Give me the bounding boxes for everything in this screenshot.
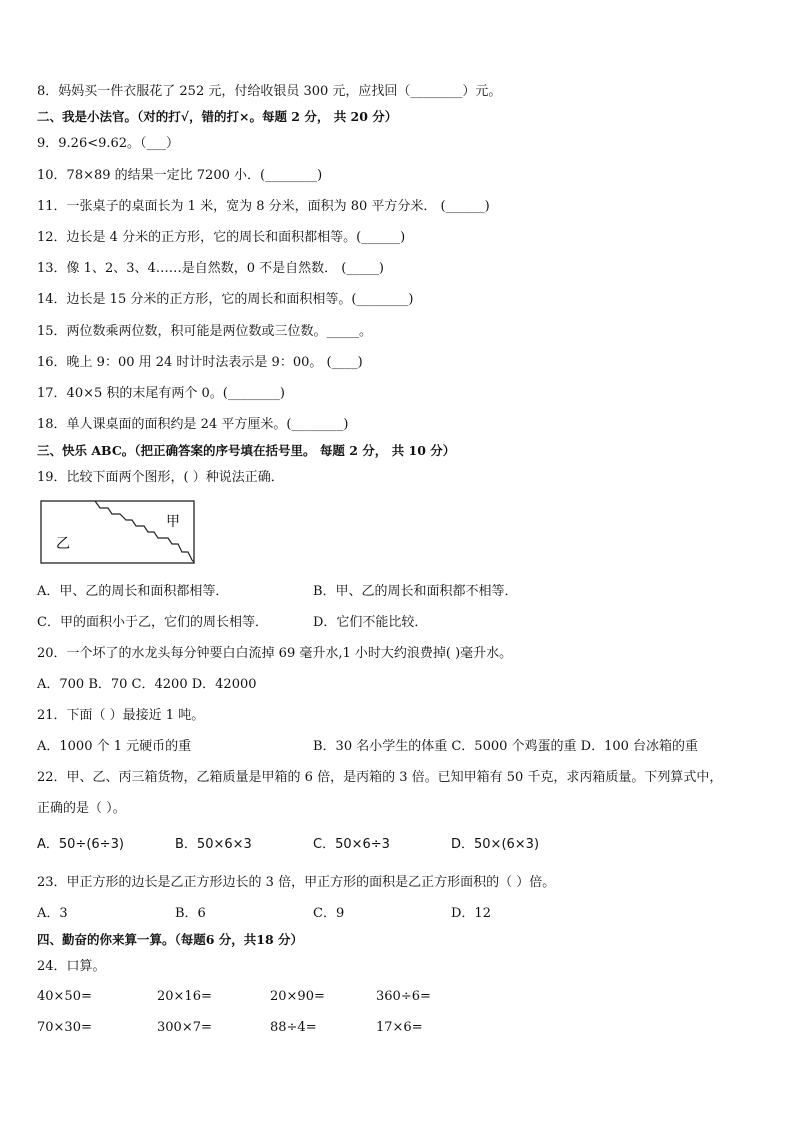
question-22-line-1: 22．甲、乙、丙三箱货物，乙箱质量是甲箱的 6 倍，是丙箱的 3 倍。已知甲箱有 50 千克，求丙箱质量。下列算式中， <box>37 770 723 785</box>
question-14: 14．边长是 15 分米的正方形，它的周长和面积相等。(________) <box>37 292 414 307</box>
label-jia: 甲 <box>166 514 180 530</box>
figure-divider-line <box>95 501 194 562</box>
q19-option-c: C．甲的面积小于乙，它们的周长相等． <box>37 615 268 630</box>
q21-option-bcd: B．30 名小学生的体重 C．5000 个鸡蛋的重 D．100 台冰箱的重 <box>313 739 699 754</box>
calc-r2-c1: 70×30= <box>37 1020 92 1035</box>
calc-r1-c3: 20×90= <box>270 989 325 1004</box>
question-18: 18．单人课桌面的面积约是 24 平方厘米。(________) <box>37 417 349 432</box>
question-12: 12．边长是 4 分米的正方形，它的周长和面积都相等。(______) <box>37 230 406 245</box>
question-23: 23．甲正方形的边长是乙正方形边长的 3 倍，甲正方形的面积是乙正方形面积的（ ）倍。 <box>37 875 556 890</box>
label-yi: 乙 <box>56 536 70 552</box>
question-11: 11．一张桌子的桌面长为 1 米，宽为 8 分米，面积为 80 平方分米． (______) <box>37 199 490 214</box>
section-3-heading: 三、快乐 ABC。（把正确答案的序号填在括号里。 每题 2 分， 共 10 分） <box>37 443 456 458</box>
question-15: 15．两位数乘两位数，积可能是两位数或三位数。_____。 <box>37 324 373 339</box>
figure-19-shapes <box>40 500 200 568</box>
question-10: 10．78×89 的结果一定比 7200 小．(________) <box>37 168 323 183</box>
question-19: 19．比较下面两个图形，( ）种说法正确． <box>37 470 284 485</box>
question-16: 16．晚上 9：00 用 24 时计时法表示是 9：00。 (____) <box>37 355 363 370</box>
q22-option-c: C．50×6÷3 <box>313 837 390 852</box>
q22-option-b: B．50×6×3 <box>175 837 252 852</box>
q23-option-a: A．3 <box>37 906 68 921</box>
q19-option-a: A．甲、乙的周长和面积都相等． <box>37 584 229 599</box>
question-24: 24．口算。 <box>37 959 106 974</box>
q21-option-a: A．1000 个 1 元硬币的重 <box>37 739 192 754</box>
section-2-heading: 二、我是小法官。（对的打√，错的打×。每题 2 分， 共 20 分） <box>37 109 398 124</box>
q22-option-a: A．50÷(6÷3) <box>37 837 124 852</box>
question-21: 21．下面（ ）最接近 1 吨。 <box>37 708 205 723</box>
calc-r1-c1: 40×50= <box>37 989 92 1004</box>
calc-r2-c2: 300×7= <box>157 1020 212 1035</box>
calc-r2-c4: 17×6= <box>376 1020 423 1035</box>
q23-option-b: B．6 <box>175 906 206 921</box>
question-22-line-2: 正确的是（ ）。 <box>37 801 126 816</box>
figure-outline <box>41 501 194 563</box>
q19-option-d: D．它们不能比较． <box>313 615 428 630</box>
question-8: 8．妈妈买一件衣服花了 252 元，付给收银员 300 元，应找回（________）元。 <box>37 84 502 99</box>
section-4-heading: 四、勤奋的你来算一算。（每题6 分，共18 分） <box>37 932 304 947</box>
question-13: 13．像 1、2、3、4……是自然数，0 不是自然数． (_____) <box>37 261 384 276</box>
calc-r2-c3: 88÷4= <box>270 1020 317 1035</box>
q22-option-d: D．50×(6×3) <box>451 837 540 852</box>
calc-r1-c2: 20×16= <box>157 989 212 1004</box>
q23-option-c: C．9 <box>313 906 345 921</box>
question-20: 20．一个坏了的水龙头每分钟要白白流掉 69 毫升水,1 小时大约浪费掉( )毫升水。 <box>37 646 513 661</box>
calc-r1-c4: 360÷6= <box>376 989 431 1004</box>
q23-option-d: D．12 <box>451 906 491 921</box>
q19-option-b: B．甲、乙的周长和面积都不相等． <box>313 584 518 599</box>
q20-options: A．700 B．70 C．4200 D．42000 <box>37 677 257 692</box>
question-9: 9．9.26<9.62。（___） <box>37 136 180 151</box>
question-17: 17．40×5 积的末尾有两个 0。(________) <box>37 386 285 401</box>
